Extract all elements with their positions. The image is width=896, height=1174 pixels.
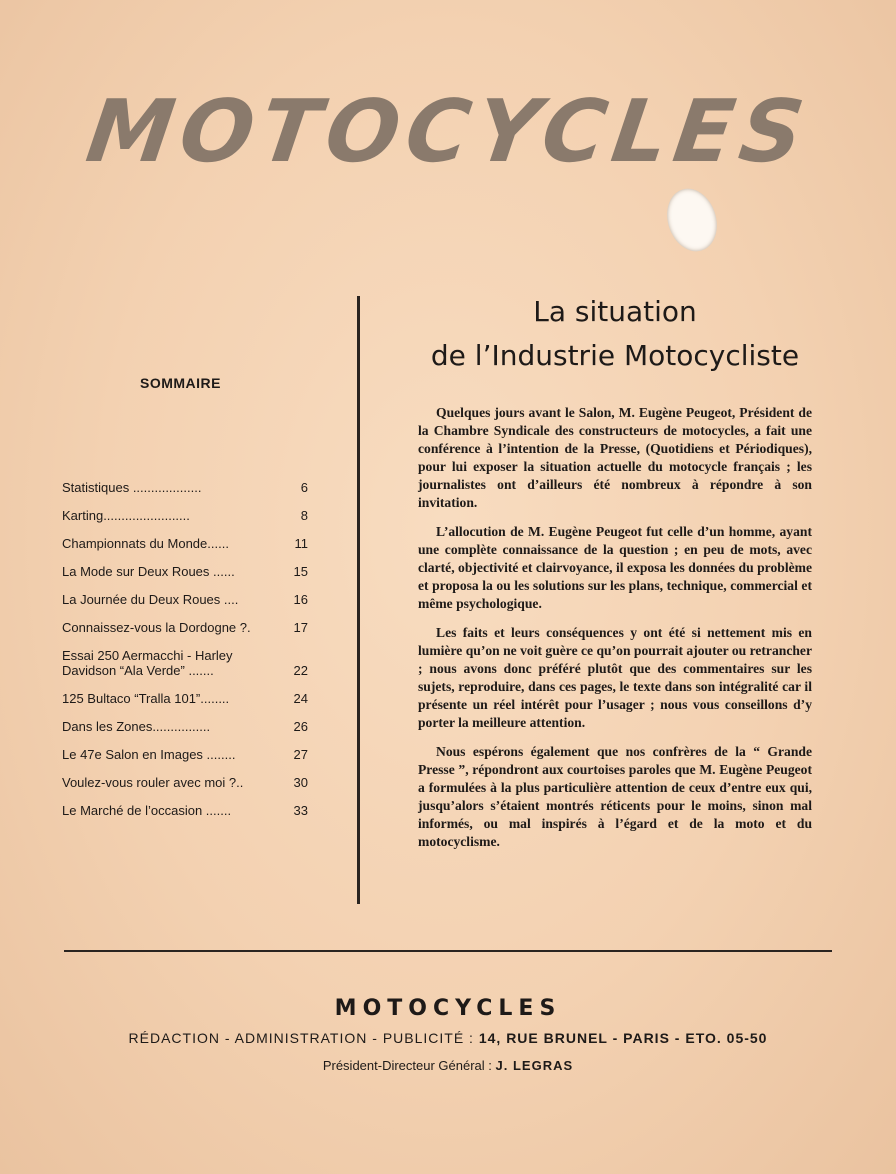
article-paragraph: Nous espérons également que nos confrères de la “ Grande Presse ”, répondront aux courtoises paroles que M. Eugène Peugeot a formulées à la plus particulière attention de ceux d’entre eux qui, jusqu’alors s’étaient montrés réticents pour le moins, sinon mal informés, ou mal inspirés à l’égard et de la moto et du motocyclisme. <box>418 744 812 849</box>
toc-item[interactable] <box>62 620 308 635</box>
toc-item-label: Connaissez-vous la Dordogne ?. <box>62 620 251 635</box>
article-body <box>418 404 812 862</box>
footer-director-line <box>0 1058 896 1073</box>
toc-item[interactable] <box>62 719 308 734</box>
footer-brand: MOTOCYCLES <box>334 996 562 1021</box>
toc-item[interactable] <box>62 691 308 706</box>
toc-item-page: 15 <box>293 564 308 579</box>
toc-item-page: 24 <box>293 691 308 706</box>
toc-item-page: 27 <box>293 747 308 762</box>
toc-item-page: 11 <box>294 536 308 551</box>
sommaire-heading: SOMMAIRE <box>140 375 221 391</box>
toc-item[interactable] <box>62 747 308 762</box>
toc-item[interactable] <box>62 508 308 523</box>
headline-line-2: de l’Industrie Motocycliste <box>430 339 800 372</box>
article-paragraph: Quelques jours avant le Salon, M. Eugène Peugeot, Président de la Chambre Syndicale des constructeurs de motocycles, a fait une conférence à l’intention de la Presse, (Quotidiens et Périodiques), pour lui exposer la situation actuelle du motocycle français ; les journalistes ont d’ailleurs été nombreux à répondre à son invitation. <box>418 405 812 510</box>
masthead-logo: MOTOCYCLES <box>80 82 817 182</box>
toc-item-page: 30 <box>293 775 308 790</box>
toc-item-page: 6 <box>300 480 308 495</box>
toc-item-label: Karting........................ <box>62 508 190 523</box>
toc-item[interactable] <box>62 592 308 607</box>
toc-item[interactable] <box>62 803 308 818</box>
toc-item-label: Le Marché de l’occasion ....... <box>62 803 232 818</box>
toc-item-label: Le 47e Salon en Images ........ <box>62 747 236 762</box>
toc-item-label: Dans les Zones................ <box>62 719 211 734</box>
toc-item-page: 8 <box>300 508 308 523</box>
footer-address-line <box>0 1030 896 1046</box>
article-paragraph: Les faits et leurs conséquences y ont été si nettement mis en lumière qu’on ne voit guère ce qu’on pourrait ajouter ou retrancher ; nous avons donc préféré plutôt que des commentaires sur les sujets, reproduire, dans ces pages, le texte dans son intégralité car il présente un réel intérêt pour l’usager ; nous vous conseillons d’y porter la meilleure attention. <box>418 625 812 730</box>
toc-item-label: Essai 250 Aermacchi - Harley Davidson “Ala Verde” ....... <box>62 648 233 678</box>
toc-item-label: Voulez-vous rouler avec moi ?.. <box>62 775 244 790</box>
toc-item-label: La Mode sur Deux Roues ...... <box>62 564 235 579</box>
toc-item[interactable] <box>62 648 308 678</box>
toc-item-page: 26 <box>293 719 308 734</box>
footer-address: 14, RUE BRUNEL - PARIS - ETO. 05-50 <box>478 1030 768 1046</box>
toc-item-label: Statistiques ................... <box>62 480 202 495</box>
footer-director-title: Président-Directeur Général : <box>322 1058 492 1073</box>
footer-director-name: J. LEGRAS <box>495 1058 574 1073</box>
toc-item-label: 125 Bultaco “Tralla 101”........ <box>62 691 230 706</box>
toc-item[interactable] <box>62 564 308 579</box>
column-divider <box>357 296 360 904</box>
toc-item-page: 22 <box>293 663 308 678</box>
toc-item-page: 17 <box>293 620 308 635</box>
article-paragraph: L’allocution de M. Eugène Peugeot fut celle d’un homme, ayant une complète connaissance de la question ; en peu de mots, avec clarté, objectivité et clairvoyance, il exposa les données du problème et proposa la ou les solutions sur les plans, technique, commercial et même psychologique. <box>418 524 812 611</box>
toc-item-page: 33 <box>293 803 308 818</box>
toc-item[interactable] <box>62 536 308 551</box>
toc-item[interactable] <box>62 480 308 495</box>
article-headline <box>420 290 810 378</box>
toc-item[interactable] <box>62 775 308 790</box>
footer-departments: RÉDACTION - ADMINISTRATION - PUBLICITÉ : <box>128 1030 474 1046</box>
toc-item-page: 16 <box>293 592 308 607</box>
toc-item-label: La Journée du Deux Roues .... <box>62 592 239 607</box>
headline-line-1: La situation <box>533 295 697 328</box>
footer-divider <box>64 950 832 952</box>
paper-hole <box>659 182 724 258</box>
toc-item-label: Championnats du Monde...... <box>62 536 229 551</box>
table-of-contents <box>62 480 308 831</box>
